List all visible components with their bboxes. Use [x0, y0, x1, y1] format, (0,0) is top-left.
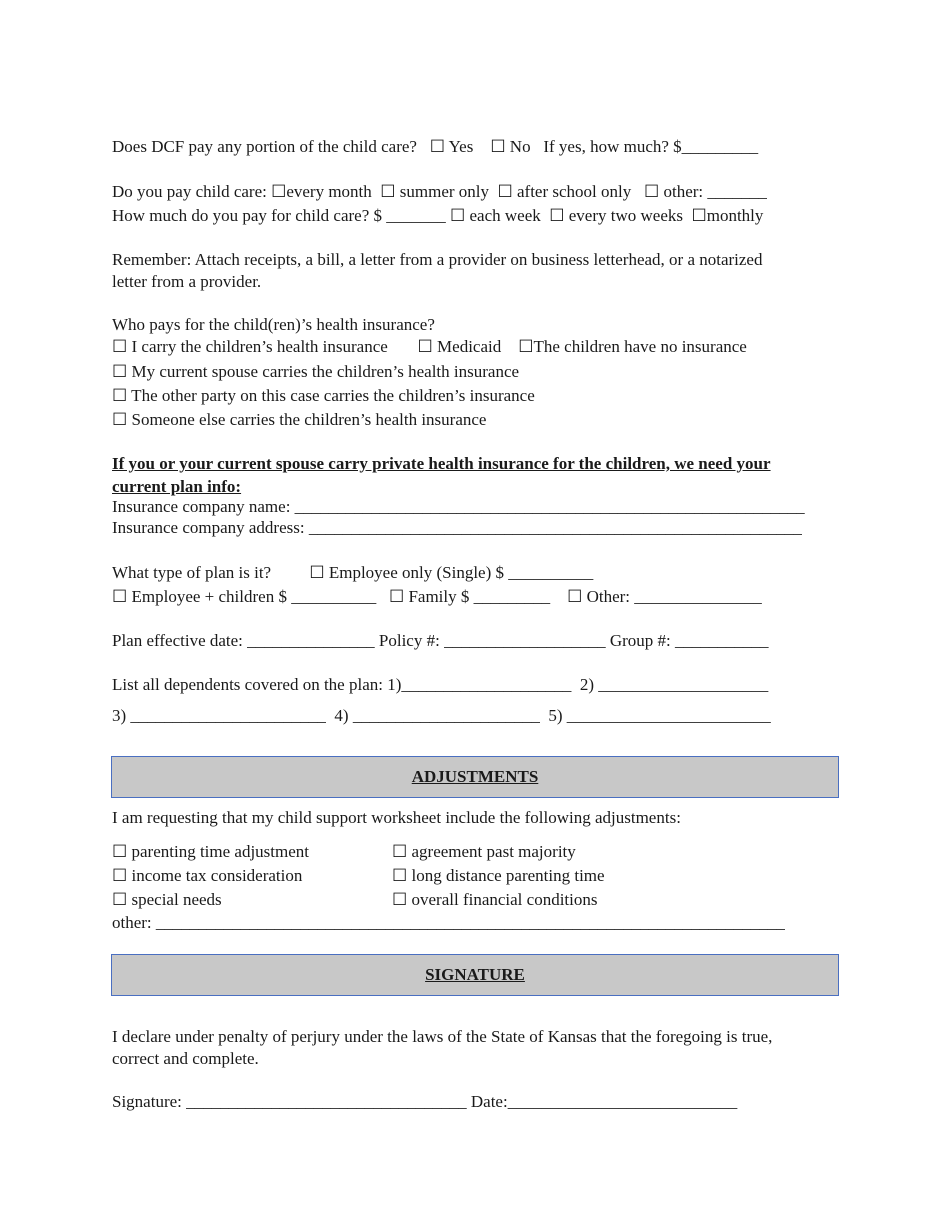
- insurance-payer-option-other-party[interactable]: ☐ The other party on this case carries the children’s insurance: [112, 386, 535, 405]
- dependents-line2[interactable]: 3) _______________________ 4) ______________________ 5) ________________________: [112, 706, 771, 725]
- adjustment-income-tax[interactable]: ☐ income tax consideration: [112, 866, 303, 885]
- declaration-line1: I declare under penalty of perjury under the laws of the State of Kansas that the foregoing is true,: [112, 1027, 773, 1046]
- adjustments-title: ADJUSTMENTS: [411, 767, 539, 786]
- insurance-company-name-field[interactable]: Insurance company name: ____________________________________________________________: [112, 497, 805, 516]
- remember-note-line1: Remember: Attach receipts, a bill, a letter from a provider on business letterhead, or a notarized: [112, 250, 763, 269]
- adjustment-parenting-time[interactable]: ☐ parenting time adjustment: [112, 842, 310, 861]
- adjustments-intro: I am requesting that my child support worksheet include the following adjustments:: [112, 808, 681, 827]
- insurance-payer-option-spouse[interactable]: ☐ My current spouse carries the children’s health insurance: [112, 362, 520, 381]
- adjustment-long-distance[interactable]: ☐ long distance parenting time: [392, 866, 605, 885]
- dependents-line1[interactable]: List all dependents covered on the plan: 1)____________________ 2) ____________________: [112, 675, 769, 694]
- insurance-company-address-field[interactable]: Insurance company address: __________________________________________________________: [112, 518, 802, 537]
- adjustment-overall-financial[interactable]: ☐ overall financial conditions: [392, 890, 598, 909]
- plan-dates-policy-group[interactable]: Plan effective date: _______________ Policy #: ___________________ Group #: ___________: [112, 631, 769, 650]
- adjustment-special-needs[interactable]: ☐ special needs: [112, 890, 222, 909]
- signature-date-line[interactable]: Signature: _________________________________ Date:___________________________: [112, 1092, 738, 1111]
- insurance-payer-question: Who pays for the child(ren)’s health insurance?: [112, 315, 435, 334]
- insurance-payer-options-row1[interactable]: ☐ I carry the children’s health insurance ☐ Medicaid ☐The children have no insurance: [112, 337, 747, 356]
- private-insurance-heading-line1: If you or your current spouse carry private health insurance for the children, we need your: [112, 454, 771, 473]
- adjustments-banner: [111, 756, 839, 798]
- remember-note-line2: letter from a provider.: [112, 272, 262, 291]
- dcf-childcare-question[interactable]: Does DCF pay any portion of the child care? ☐ Yes ☐ No If yes, how much? $_________: [112, 137, 759, 156]
- plan-type-question[interactable]: What type of plan is it? ☐ Employee only (Single) $ __________: [112, 563, 594, 582]
- plan-type-options[interactable]: ☐ Employee + children $ __________ ☐ Family $ _________ ☐ Other: _______________: [112, 587, 762, 606]
- pay-childcare-frequency[interactable]: Do you pay child care: ☐every month ☐ summer only ☐ after school only ☐ other: _______: [112, 182, 767, 201]
- adjustment-agreement-past-majority[interactable]: ☐ agreement past majority: [392, 842, 576, 861]
- childcare-amount-line[interactable]: How much do you pay for child care? $ _______ ☐ each week ☐ every two weeks ☐monthly: [112, 206, 764, 225]
- declaration-line2: correct and complete.: [112, 1049, 259, 1068]
- adjustment-other-field[interactable]: other: __________________________________________________________________________: [112, 913, 785, 932]
- insurance-payer-option-someone-else[interactable]: ☐ Someone else carries the children’s health insurance: [112, 410, 487, 429]
- signature-banner: [111, 954, 839, 996]
- signature-title: SIGNATURE: [425, 965, 525, 984]
- private-insurance-heading-line2: current plan info:: [112, 477, 242, 496]
